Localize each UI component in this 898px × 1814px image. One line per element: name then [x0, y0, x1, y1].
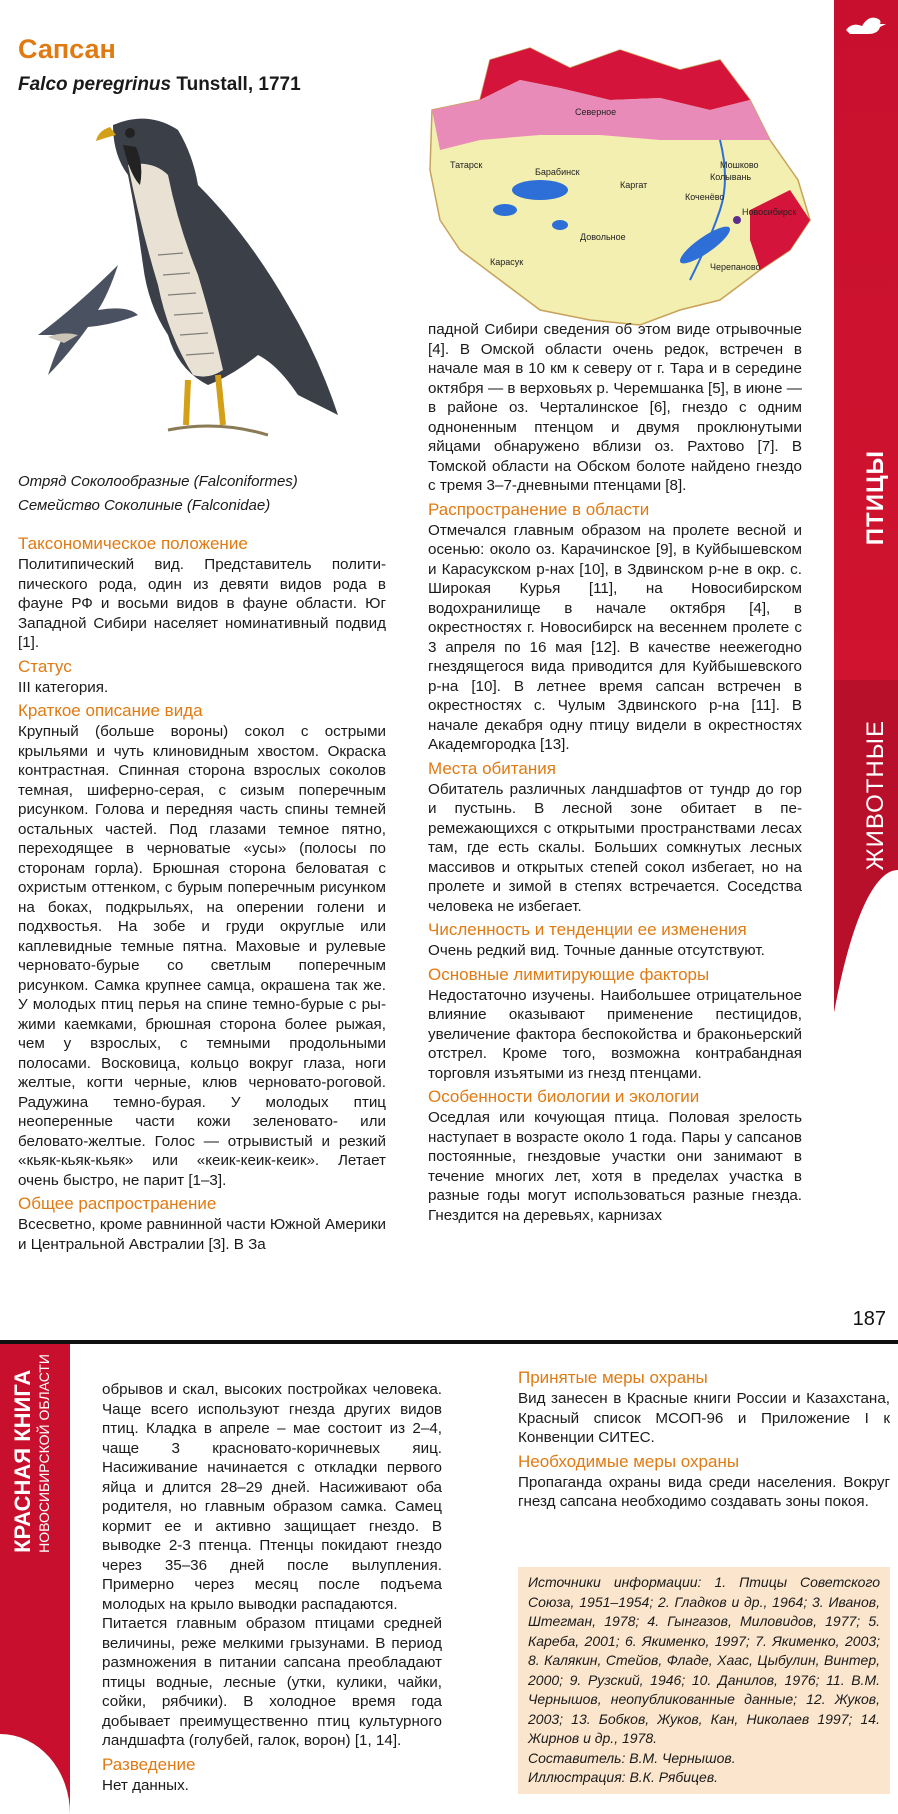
column-4	[518, 1364, 890, 1512]
column-2	[428, 320, 802, 1225]
page-number: 187	[852, 1308, 886, 1330]
map-label-6: Кочeнёво	[685, 192, 725, 202]
map-label-2: Барабинск	[535, 167, 580, 177]
section-heading: Статус	[18, 656, 72, 676]
page-188	[0, 1344, 898, 1814]
section-heading: Распространение в области	[428, 499, 650, 519]
section-text: Крупный (больше вороны) сокол с острыми крыльями и чуть клиновидным хвостом. Окраска контрастная. Спинная сторона взрослых соколов темная, шиферно-серая, с сизым поперечным рисунком. Голова и передняя часть спины темней остальных частей. Под глазами темное пятно, переходящее в черноватые «усы» (полосы по сторонам горла). Брюшная сторона беловатая с охристым оттенком, с бурым поперечным рисунком на боках, подкрыльях, на оперении голени и подхвостья. На зобе и груди округлые или каплевидные темные пятна. Маховые и рулевые черновато-бурые со светлым поперечным рисунком. Самка крупнее самца, окрашена так же. У молодых птиц перья на спине темно-бурые с рыжими каемками, брюшная сторона более рыжая, чем у взрослых, с темными продольными полосами. Восковица, кольцо вокруг глаза, ноги желтые, когти черные, клюв черновато-роговой. Радужина темно-бурая. У молодых птиц неоперенные части кожи зеленовато- или беловато-желтые. Голос — отрывистый и резкий «кьяк-кьяк-кьяк» или «кеик-кеик-кеик». Летает очень быстро, не парит [1–3].	[18, 723, 386, 1189]
section-text: Пропаганда охраны вида среди населения. Вокруг гнезд сапсана необходимо создавать зоны покоя.	[518, 1473, 890, 1510]
taxonomy	[18, 470, 388, 518]
order-line: Отряд Соколообразные (Falconiformes)	[18, 473, 298, 490]
map-label-5: Колывань	[710, 172, 752, 182]
section-heading: Особенности биологии и экологии	[428, 1087, 700, 1106]
section-text: обрывов и скал, высоких постройках человека. Чаще всего используют гнезда других видов птиц. Кладка в апреле – мае состоит из 2–4, чаще 3 красновато-коричневых яиц. Насиживание начинается с откладки первого яйца и длится 28–29 дней. Насиживают оба родителя, но главным образом самка. Самец кормит ее и активно защищает гнездо. В выводке 2-3 птенца. Птенцы покидают гнездо через 35–36 дней после вылупления. Примерно через месяц после подъема молодых на крыло выводки распадаются.	[102, 1381, 442, 1613]
falcon-illustration	[18, 105, 418, 465]
section-text: Нет данных.	[102, 1776, 189, 1794]
right-section-tab	[834, 0, 898, 1340]
section-heading: Численность и тенденции ее изменения	[428, 920, 747, 939]
compiler-text: Составитель: В.М. Чернышов.	[528, 1749, 736, 1766]
section-text: Вид занесен в Красные книги России и Казахстана, Красный список МСОП-96 и Приложение I к Конвенции СИТЕС.	[518, 1390, 890, 1446]
section-text: III категория.	[18, 678, 109, 696]
tab-birds: ПТИЦЫ	[862, 450, 889, 546]
section-text: Обитатель различных ландшафтов от тундр до гор и пустынь. В лесной зоне обитает в перемежающихся с открытыми пространствами лесах там, где есть скалы. Больших сомкнутых лесных массивов и открытых степей сокол избегает, но на пролете и зимой в степях встречается. Соседства человека не избегает.	[428, 780, 802, 915]
map-label-7: Новосибирск	[742, 207, 797, 217]
map-label-10: Черепаново	[710, 262, 761, 272]
map-label-4: Мошково	[720, 160, 759, 170]
author-year: Tunstall, 1771	[171, 74, 301, 95]
section-text: Всесветно, кроме равнинной части Южной Америки и Центральной Австралии [3]. В За	[18, 1216, 386, 1253]
section-heading: Таксономическое положение	[18, 534, 248, 553]
map-label-3: Каргат	[620, 180, 648, 190]
section-heading: Разведение	[102, 1754, 196, 1774]
map-label-9: Карасук	[490, 257, 524, 267]
section-heading: Краткое описание вида	[18, 701, 203, 720]
section-text: падной Сибири сведения об этом виде отрывочные [4]. В Омской области очень редок, встречен в начале мая в 10 км к северу от г. Тара и в середине октября — в верховьях р. Черемшанка [5], в июне — в районе оз. Черталинское [6], гнездо с одним одноненным птенцом и двумя проклюнутыми яйцами обнаружено вблизи оз. Рахтово [7]. В Томской области на Обском болоте найдено гнездо с тремя 3–7-дневными птенцами [8].	[428, 321, 802, 494]
illustrator-text: Иллюстрация: В.К. Рябицев.	[528, 1769, 719, 1785]
section-text: Отмечался главным образом на пролете весной и осенью: около оз. Карачинское [9], в Куйбышевском и Карасукском р-нах [10], в Здвинском р-не в окр. с. Широкая Курья [11], на Новосибирском водохранилище в начале октября [4], в окрестностях г. Новосибирск на весеннем пролете с 3 апреля по 16 мая [12]. В качестве неежегодно гнездящегося вида приводится для Куйбышевского р-на [10]. В летнее время сапсан встречен в окрестностях с. Чулым Здвинского р-на [11]. В начале декабря одну птицу видели в окрестностях Академгородка [13].	[428, 521, 802, 753]
range-map	[420, 40, 820, 340]
latin-name: Falco peregrinus	[18, 74, 172, 95]
column-1	[18, 530, 386, 1254]
section-text: Недостаточно изучены. Наибольшее отрицательное влияние оказывают применение пестицидов, увеличение фактора беспокойства и браконьерский отстрел. Кроме того, возможна контрабандная торговля изъятыми из гнезд птенцами.	[428, 986, 802, 1082]
column-3	[102, 1380, 442, 1795]
section-text: Очень редкий вид. Точные данные отсутствуют.	[428, 942, 765, 959]
section-text: Питается главным образом птицами средней величины, реже мелкими грызунами. В период размножения в питании сапсана преобладают птицы водные, лесные (утки, кулики, чайки, сойки, рябчики). В холодное время года добывает преимущественно птиц культурного ландшафта (голубей, галок, ворон) [1, 14].	[102, 1615, 442, 1749]
section-heading: Места обитания	[428, 758, 556, 778]
section-heading: Общее распространение	[18, 1194, 217, 1213]
section-text: Политипический вид. Представитель политипического рода, один из девяти видов рода в фауне РФ и восьми видов в фауне области. Юг Западной Сибири населяет номинативный подвид [1].	[18, 556, 386, 651]
duck-icon	[842, 10, 890, 40]
map-label-1: Татарск	[450, 160, 483, 170]
sources-box	[518, 1567, 890, 1794]
section-heading: Принятые меры охраны	[518, 1368, 708, 1387]
tab-animals: ЖИВОТНЫЕ	[862, 720, 889, 871]
section-heading: Необходимые меры охраны	[518, 1451, 740, 1471]
species-latin-name	[18, 74, 301, 96]
section-heading: Основные лимитирующие факторы	[428, 964, 710, 984]
left-book-tab	[0, 1344, 70, 1814]
species-title: Сапсан	[18, 34, 116, 64]
book-subtitle: НОВОСИБИРСКОЙ ОБЛАСТИ	[36, 1354, 52, 1553]
map-label-8: Довольное	[580, 232, 626, 242]
map-label-0: Северное	[575, 107, 617, 117]
family-line: Семейство Соколиные (Falconidae)	[18, 497, 271, 514]
sources-text: Источники информации: 1. Птицы Советского Союза, 1951–1954; 2. Гладков и др., 1964; 3. Иванов, Штегман, 1978; 4. Гынгазов, Миловидов, 1977; 5. Кареба, 2001; 6. Якименко, 1997; 7. Якименко, 2003; 8. Калякин, Стейов, Фладе, Хаас, Цыбулин, Винтер, 2000; 9. Рузский, 1946; 10. Данилов, 1976; 11. В.М. Чернышов, неопубликованные данные; 12. Жуков, 2003; 13. Бобков, Жуков, Кан, Николаев 1997; 14. Жирнов и др., 1978.	[528, 1574, 880, 1746]
section-text: Оседлая или кочующая птица. Половая зрелость наступает в возрасте около 1 года. Пары у сапсанов постоянные, гнездовые участки они занимают в течение многих лет, хотя в пределах участка в разные годы могут использоваться разные гнезда. Гнездится на деревьях, карнизах	[428, 1109, 802, 1224]
book-title: КРАСНАЯ КНИГА	[10, 1369, 35, 1553]
